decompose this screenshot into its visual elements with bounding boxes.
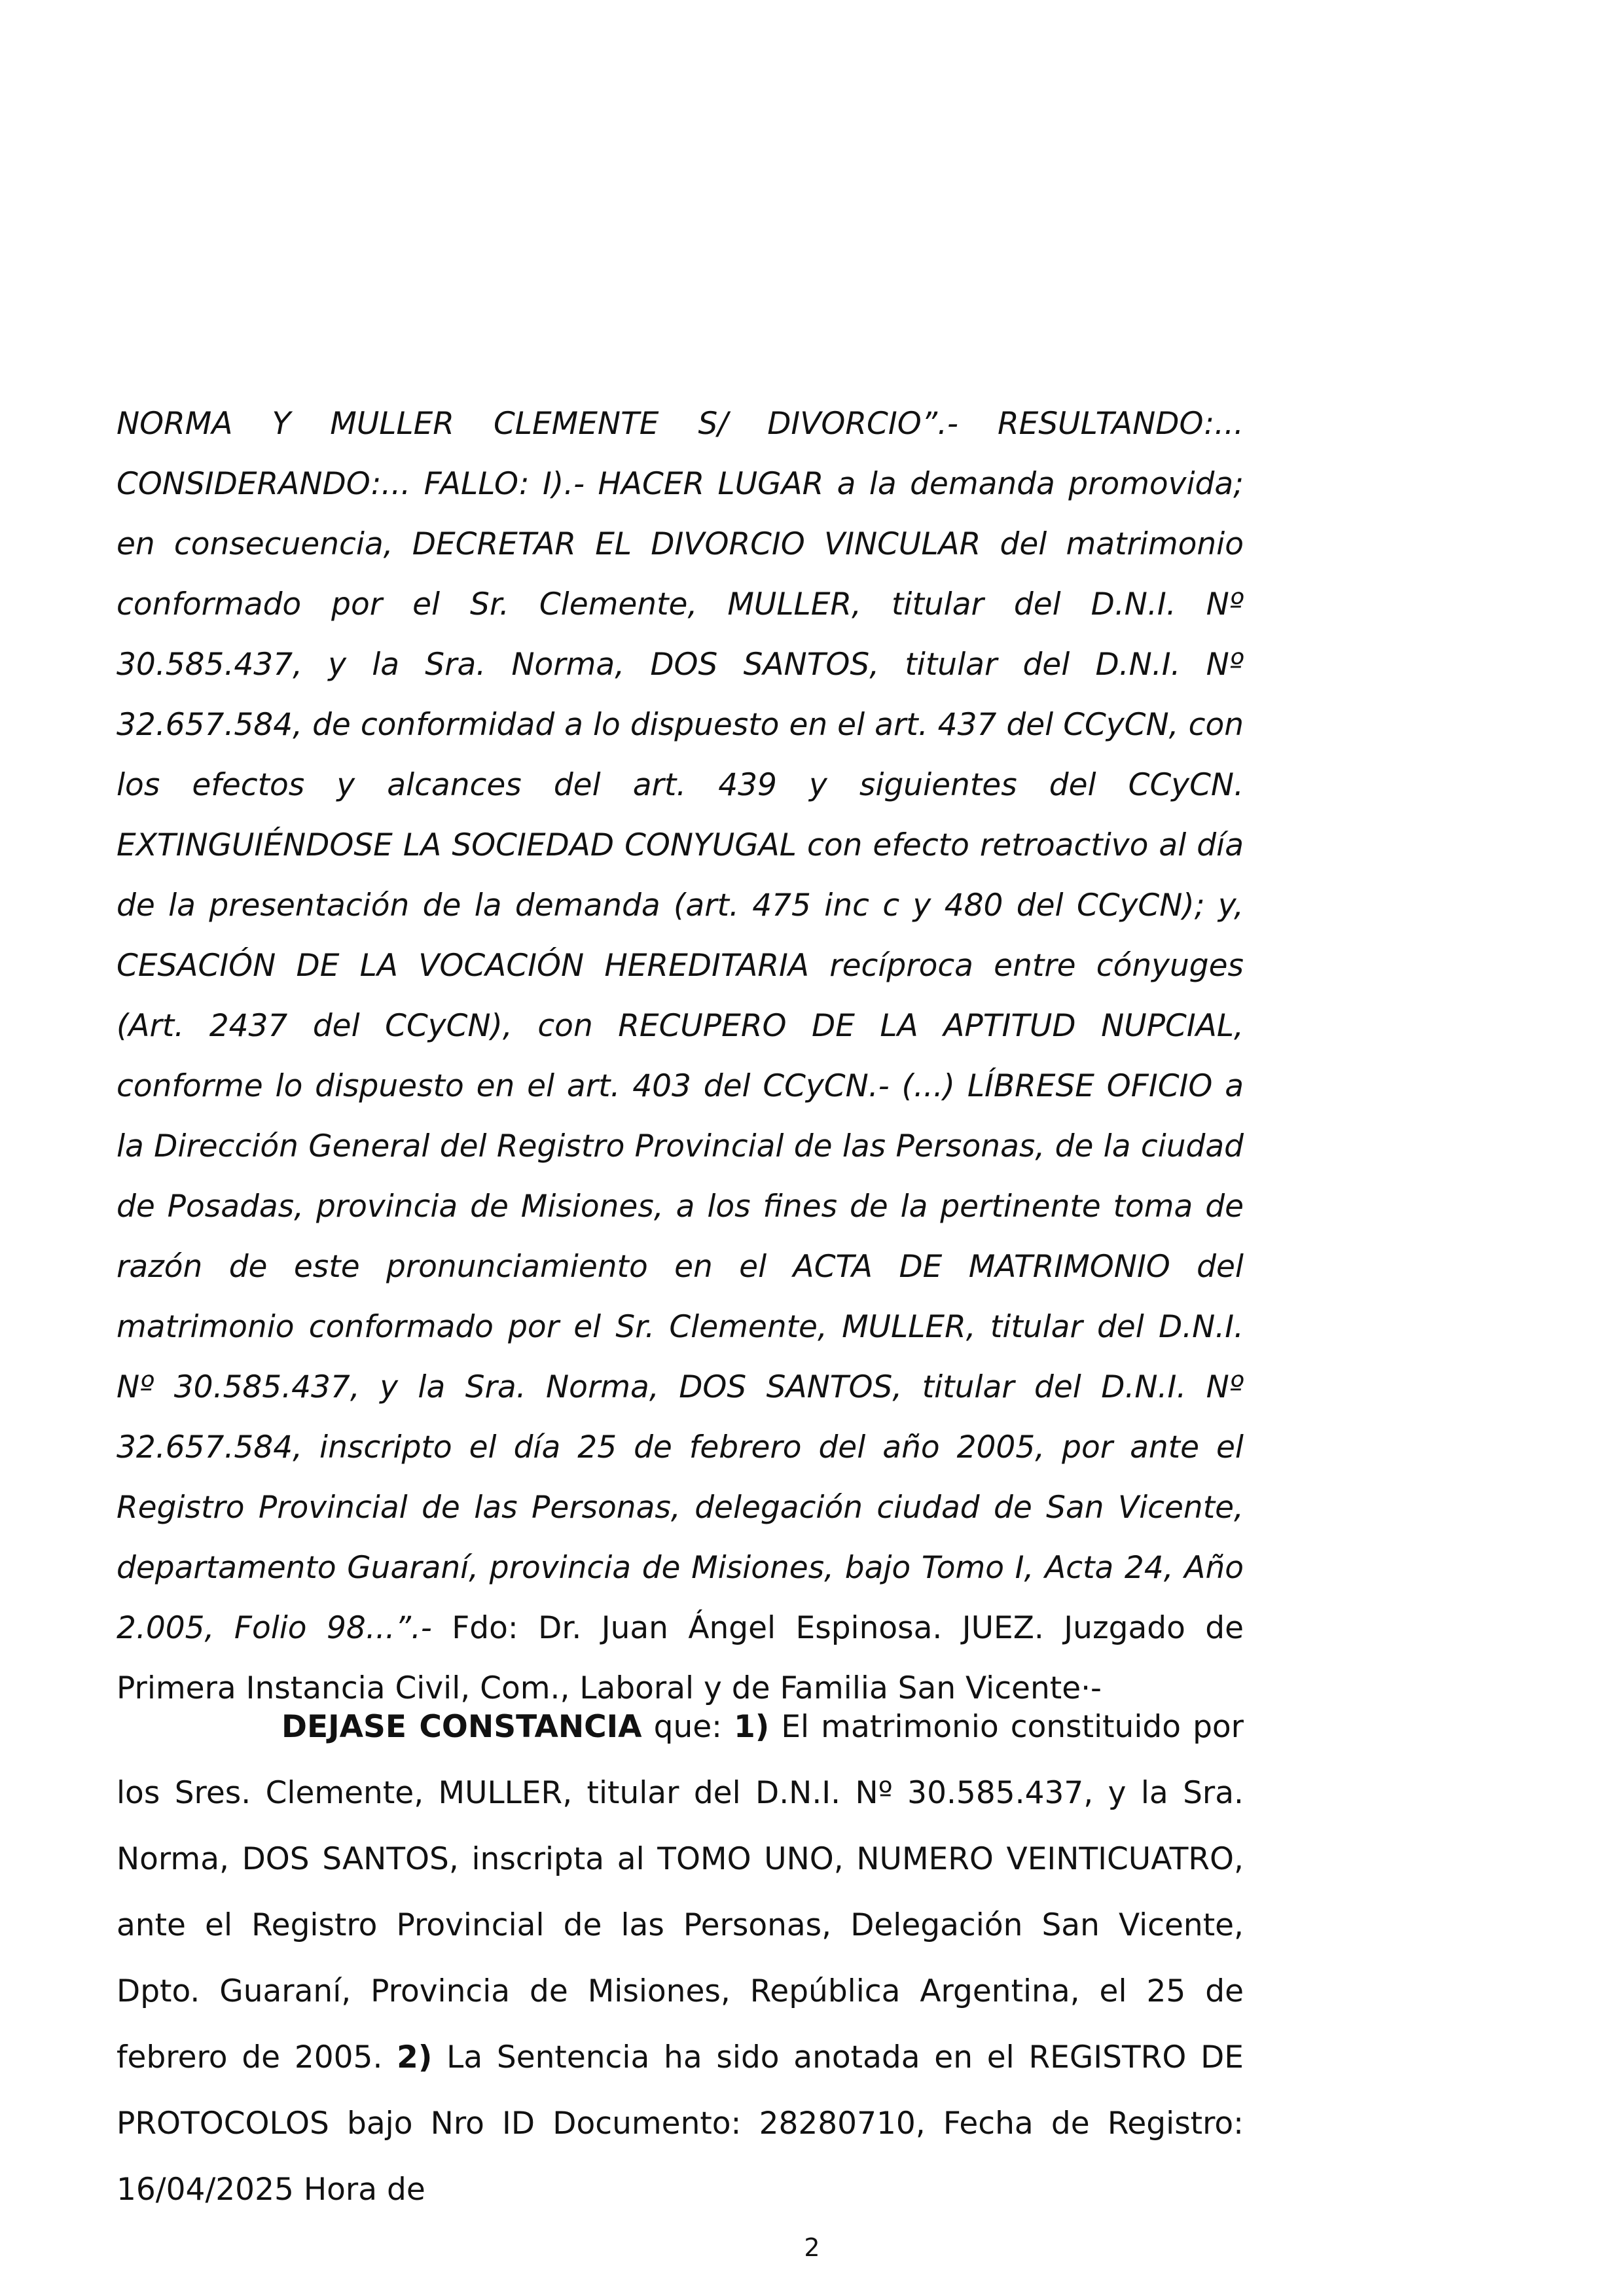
item-2-text: La Sentencia ha sido anotada en el REGISTRO DE PROTOCOLOS bajo Nro ID Documento: 28280710, Fecha de Registro: 16/04/2025 Hora de: [117, 2039, 1244, 2208]
signature-line: Fdo: Dr. Juan Ángel Espinosa. JUEZ. Juzgado de Primera Instancia Civil, Com., Laboral y de Familia San Vicente·-: [117, 1610, 1244, 1706]
quoted-judgment-text: NORMA Y MULLER CLEMENTE S/ DIVORCIO”.- RESULTANDO:... CONSIDERANDO:... FALLO: I).- HACER LUGAR a la demanda promovida; en consecuencia, DECRETAR EL DIVORCIO VINCULAR del matrimonio conformado por el Sr. Clemente, MULLER, titular del D.N.I. Nº 30.585.437, y la Sra. Norma, DOS SANTOS, titular del D.N.I. Nº 32.657.584, de conformidad a lo dispuesto en el art. 437 del CCyCN, con los efectos y alcances del art. 439 y siguientes del CCyCN. EXTINGUIÉNDOSE LA SOCIEDAD CONYUGAL con efecto retroactivo al día de la presentación de la demanda (art. 475 inc c y 480 del CCyCN); y, CESACIÓN DE LA VOCACIÓN HEREDITARIA recíproca entre cónyuges (Art. 2437 del CCyCN), con RECUPERO DE LA APTITUD NUPCIAL, conforme lo dispuesto en el art. 403 del CCyCN.- (...) LÍBRESE OFICIO a la Dirección General del Registro Provincial de las Personas, de la ciudad de Posadas, provincia de Misiones, a los fines de la pertinente toma de razón de este pronunciamiento en el ACTA DE MATRIMONIO del matrimonio conformado por el Sr. Clemente, MULLER, titular del D.N.I. Nº 30.585.437, y la Sra. Norma, DOS SANTOS, titular del D.N.I. Nº 32.657.584, inscripto el día 25 de febrero del año 2005, por ante el Registro Provincial de las Personas, delegación ciudad de San Vicente, departamento Guaraní, provincia de Misiones, bajo Tomo I, Acta 24, Año 2.005, Folio 98...”.-: [117, 406, 1244, 1646]
quoted-judgment-paragraph: [117, 394, 1244, 1719]
page-number: 2: [804, 2233, 820, 2262]
constancia-heading: DEJASE CONSTANCIA: [281, 1709, 642, 1745]
constancia-paragraph: [117, 1694, 1244, 2223]
item-2-marker: 2): [397, 2039, 433, 2075]
item-1-marker: 1): [734, 1709, 770, 1745]
item-1-text: El matrimonio constituido por los Sres. Clemente, MULLER, titular del D.N.I. Nº 30.585.437, y la Sra. Norma, DOS SANTOS, inscripta al TOMO UNO, NUMERO VEINTICUATRO, ante el Registro Provincial de las Personas, Delegación San Vicente, Dpto. Guaraní, Provincia de Misiones, República Argentina, el 25 de febrero de 2005.: [117, 1709, 1244, 2075]
constancia-que: que:: [641, 1709, 734, 1745]
